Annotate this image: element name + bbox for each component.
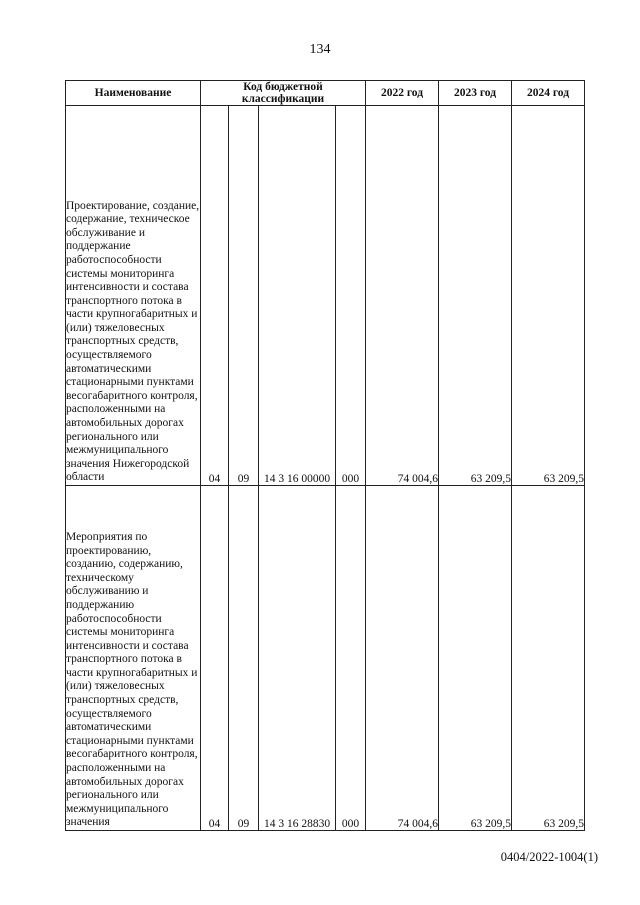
amount-2023: 63 209,5 xyxy=(439,486,512,831)
table-row xyxy=(66,486,585,831)
amount-2024: 63 209,5 xyxy=(512,106,585,486)
amount-2022: 74 004,6 xyxy=(366,486,439,831)
header-name: Наименование xyxy=(66,81,201,106)
amount-2023: 63 209,5 xyxy=(439,106,512,486)
header-2022: 2022 год xyxy=(366,81,439,106)
header-2024: 2024 год xyxy=(512,81,585,106)
code-section: 04 xyxy=(201,106,229,486)
amount-2024: 63 209,5 xyxy=(512,486,585,831)
code-target-article: 14 3 16 00000 xyxy=(259,106,336,486)
header-2023: 2023 год xyxy=(439,81,512,106)
code-target-article: 14 3 16 28830 xyxy=(259,486,336,831)
header-budget-code: Код бюджетной классификации xyxy=(201,81,366,106)
code-subsection: 09 xyxy=(229,106,259,486)
code-expense-type: 000 xyxy=(336,486,366,831)
amount-2022: 74 004,6 xyxy=(366,106,439,486)
code-section: 04 xyxy=(201,486,229,831)
code-expense-type: 000 xyxy=(336,106,366,486)
table-header-row xyxy=(66,81,585,106)
table-row xyxy=(66,106,585,486)
code-subsection: 09 xyxy=(229,486,259,831)
page-number: 134 xyxy=(309,42,331,57)
row-name: Проектирование, создание, содержание, техническое обслуживание и поддержание работоспособности системы мониторинга интенсивности и состава транспортного потока в части крупногабаритных и (или) тяжеловесных транспортных средств, осуществляемого автоматическими стационарными пунктами весогабаритного контроля, расположенными на автомобильных дорогах регионального или межмуниципального значения Нижегородской области xyxy=(66,106,201,486)
budget-table xyxy=(65,80,585,831)
document-code: 0404/2022-1004(1) xyxy=(500,850,598,864)
row-name: Мероприятия по проектированию, созданию, содержанию, техническому обслуживанию и поддержанию работоспособности системы мониторинга интенсивности и состава транспортного потока в части крупногабаритных и (или) тяжеловесных транспортных средств, осуществляемого автоматическими стационарными пунктами весогабаритного контроля, расположенными на автомобильных дорогах регионального или межмуниципального значения xyxy=(66,486,201,831)
